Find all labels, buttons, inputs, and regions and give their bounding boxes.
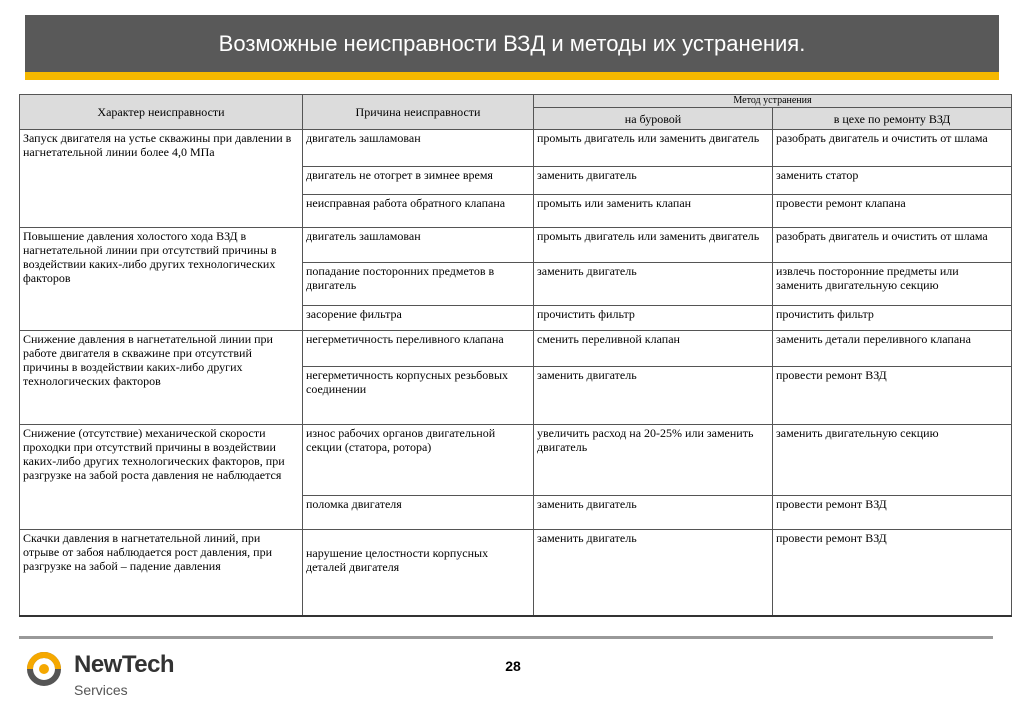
shop-cell: провести ремонт ВЗД xyxy=(773,530,1012,616)
fault-cell: Повышение давления холостого хода ВЗД в нагнетательной линии при отсутствий причины в воздействии каких-либо других технологических факторов xyxy=(20,228,303,331)
logo-ring-icon xyxy=(24,647,70,693)
table-row xyxy=(20,331,1012,367)
rig-cell: промыть или заменить клапан xyxy=(534,195,773,228)
cause-cell: двигатель не отогрет в зимнее время xyxy=(303,167,534,195)
rig-cell: сменить переливной клапан xyxy=(534,331,773,367)
cause-cell: износ рабочих органов двигательной секции (статора, ротора) xyxy=(303,425,534,496)
cause-cell: негерметичность корпусных резьбовых соединении xyxy=(303,367,534,425)
logo-subtitle: Services xyxy=(74,682,128,698)
rig-cell: прочистить фильтр xyxy=(534,306,773,331)
footer-divider xyxy=(19,636,993,639)
header-fault: Характер неисправности xyxy=(20,95,303,130)
logo-name: NewTech xyxy=(74,651,175,678)
shop-cell: заменить детали переливного клапана xyxy=(773,331,1012,367)
fault-cell: Снижение давления в нагнетательной линии при работе двигателя в скважине при отсутствий причины в воздействии каких-либо других технологических факторов xyxy=(20,331,303,425)
page-title: Возможные неисправности ВЗД и методы их устранения. xyxy=(218,31,806,56)
shop-cell: разобрать двигатель и очистить от шлама xyxy=(773,228,1012,263)
header-rig: на буровой xyxy=(534,108,773,130)
shop-cell: провести ремонт клапана xyxy=(773,195,1012,228)
page-number: 28 xyxy=(505,658,521,674)
fault-cell: Снижение (отсутствие) механической скорости проходки при отсутствий причины в воздействии каких-либо других технологических факторов, при разгрузке на забой роста давления не наблюдается xyxy=(20,425,303,530)
shop-cell: заменить двигательную секцию xyxy=(773,425,1012,496)
table-row xyxy=(20,228,1012,263)
cause-cell: попадание посторонних предметов в двигатель xyxy=(303,263,534,306)
shop-cell: разобрать двигатель и очистить от шлама xyxy=(773,130,1012,167)
cause-cell: негерметичность переливного клапана xyxy=(303,331,534,367)
rig-cell: заменить двигатель xyxy=(534,530,773,616)
table-row xyxy=(20,530,1012,616)
fault-cell: Запуск двигателя на устье скважины при давлении в нагнетательной линии более 4,0 МПа xyxy=(20,130,303,228)
rig-cell: промыть двигатель или заменить двигатель xyxy=(534,130,773,167)
rig-cell: заменить двигатель xyxy=(534,167,773,195)
cause-cell: двигатель зашламован xyxy=(303,228,534,263)
title-bar xyxy=(25,15,999,72)
header-cause: Причина неисправности xyxy=(303,95,534,130)
table-row xyxy=(20,425,1012,496)
cause-cell: нарушение целостности корпусных деталей двигателя xyxy=(303,530,534,616)
cause-cell: засорение фильтра xyxy=(303,306,534,331)
faults-table xyxy=(19,94,1012,617)
rig-cell: заменить двигатель xyxy=(534,263,773,306)
cause-cell: двигатель зашламован xyxy=(303,130,534,167)
shop-cell: извлечь посторонние предметы или заменить двигательную секцию xyxy=(773,263,1012,306)
fault-cell: Скачки давления в нагнетательной линий, при отрыве от забоя наблюдается рост давления, при разгрузке на забой – падение давления xyxy=(20,530,303,616)
rig-cell: заменить двигатель xyxy=(534,496,773,530)
cause-cell: поломка двигателя xyxy=(303,496,534,530)
cause-cell: неисправная работа обратного клапана xyxy=(303,195,534,228)
table-row xyxy=(20,130,1012,167)
shop-cell: провести ремонт ВЗД xyxy=(773,367,1012,425)
shop-cell: провести ремонт ВЗД xyxy=(773,496,1012,530)
shop-cell: прочистить фильтр xyxy=(773,306,1012,331)
rig-cell: заменить двигатель xyxy=(534,367,773,425)
header-shop: в цехе по ремонту ВЗД xyxy=(773,108,1012,130)
shop-cell: заменить статор xyxy=(773,167,1012,195)
rig-cell: увеличить расход на 20-25% или заменить двигатель xyxy=(534,425,773,496)
header-row xyxy=(20,95,1012,108)
company-logo xyxy=(24,645,194,700)
header-method: Метод устранения xyxy=(534,95,1012,108)
rig-cell: промыть двигатель или заменить двигатель xyxy=(534,228,773,263)
accent-bar xyxy=(25,72,999,80)
